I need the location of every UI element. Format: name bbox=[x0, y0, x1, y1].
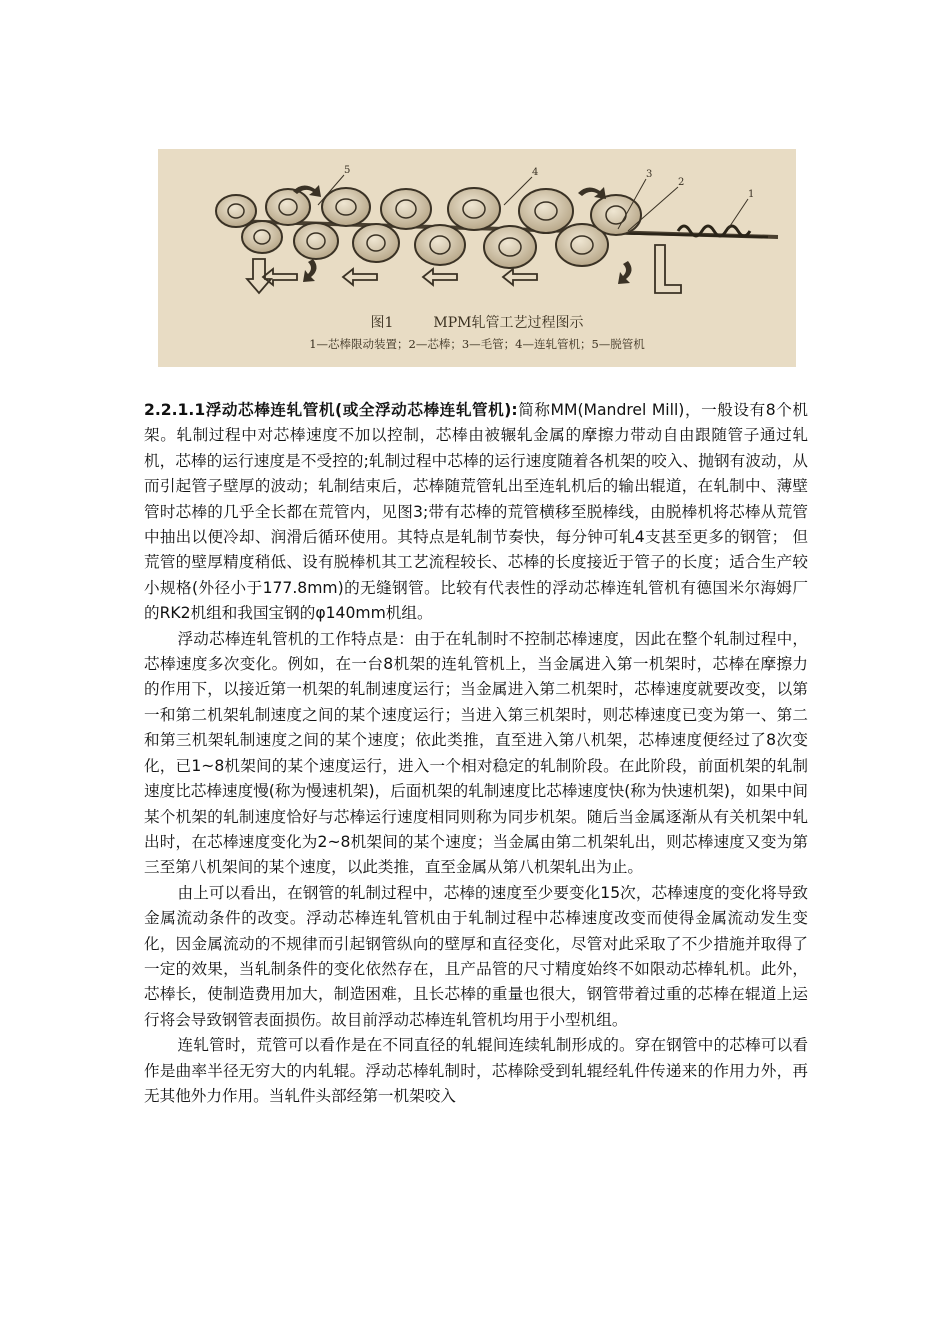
roll bbox=[484, 226, 536, 268]
rotation-arrow bbox=[618, 261, 632, 284]
direction-arrow bbox=[423, 269, 457, 285]
roll bbox=[381, 189, 431, 229]
figure-title-text: MPM轧管工艺过程图示 bbox=[433, 315, 584, 331]
callout-3: 3 bbox=[646, 169, 653, 180]
rolling-mill-illustration bbox=[158, 149, 796, 309]
direction-arrow bbox=[655, 245, 681, 293]
roll bbox=[448, 188, 500, 230]
mpm-process-figure bbox=[158, 149, 796, 367]
paragraph-2: 浮动芯棒连轧管机的工作特点是：由于在轧制时不控制芯棒速度，因此在整个轧制过程中，芯棒速度多次变化。例如，在一台8机架的连轧管机上，当金属进入第一机架时，芯棒在摩擦力的作用下，以接近第一机架的轧制速度运行；当金属进入第二机架时，芯棒速度就要改变，以第一和第二机架轧制速度之间的某个速度运行；当进入第三机架时，则芯棒速度已变为第一、第二和第三机架轧制速度之间的某个速度；依此类推，直至进入第八机架，芯棒速度便经过了8次变化，已1~8机架间的某个速度运行，进入一个相对稳定的轧制阶段。在此阶段，前面机架的轧制速度比芯棒速度慢(称为慢速机架)，后面机架的轧制速度比芯棒速度快(称为快速机架)，如果中间某个机架的轧制速度恰好与芯棒运行速度相同则称为同步机架。随后当金属逐渐从有关机架中轧出时，在芯棒速度变化为2~8机架间的某个速度；当金属由第二机架轧出，则芯棒速度又变为第三至第八机架间的某个速度，以此类推，直至金属从第八机架轧出为止。 bbox=[144, 629, 808, 877]
direction-arrow bbox=[343, 269, 377, 285]
rotation-arrow bbox=[578, 187, 606, 199]
roll bbox=[415, 225, 465, 265]
direction-arrow bbox=[503, 269, 537, 285]
callout-5: 5 bbox=[344, 165, 351, 176]
paragraph-3: 由上可以看出，在钢管的轧制过程中，芯棒的速度至少要变化15次，芯棒速度的变化将导致金属流动条件的改变。浮动芯棒连轧管机由于轧制过程中芯棒速度改变而使得金属流动发生变化，因金属流动的不规律而引起钢管纵向的壁厚和直径变化，尽管对此采取了不少措施并取得了一定的效果，当轧制条件的变化依然存在，且产品管的尺寸精度始终不如限动芯棒轧机。此外，芯棒长，使制造费用加大，制造困难，且长芯棒的重量也很大，钢管带着过重的芯棒在辊道上运行将会导致钢管表面损伤。故目前浮动芯棒连轧管机均用于小型机组。 bbox=[144, 883, 808, 1029]
direction-arrow bbox=[247, 259, 271, 293]
callout-1: 1 bbox=[748, 189, 755, 200]
roll bbox=[216, 195, 256, 227]
roll bbox=[294, 223, 338, 259]
section-heading: 2.2.1.1浮动芯棒连轧管机(或全浮动芯棒连轧管机): bbox=[144, 401, 518, 419]
body-text bbox=[144, 398, 808, 1109]
roll bbox=[353, 224, 399, 262]
paragraph-4: 连轧管时，荒管可以看作是在不同直径的轧辊间连续轧制形成的。穿在钢管中的芯棒可以看作是曲率半径无穷大的内轧辊。浮动芯棒轧制时，芯棒除受到轧辊经轧件传递来的作用力外，再无其他外力作用。当轧件头部经第一机架咬入 bbox=[144, 1036, 808, 1105]
figure-title bbox=[158, 312, 796, 332]
callout-2: 2 bbox=[678, 177, 685, 188]
figure-number: 图1 bbox=[370, 315, 394, 331]
roll bbox=[322, 188, 370, 226]
paragraph-1-body: 简称MM(Mandrel Mill)，一般设有8个机架。轧制过程中对芯棒速度不加以控制，芯棒由被辗轧金属的摩擦力带动自由跟随管子通过轧机，芯棒的运行速度是不受控的;轧制过程中芯棒的运行速度随着各机架的咬入、抛钢有波动，从而引起管子壁厚的波动；轧制结束后，芯棒随荒管轧出至连轧机后的输出辊道，在轧制中、薄壁管时芯棒的几乎全长都在荒管内，见图3;带有芯棒的荒管横移至脱棒线，由脱棒机将芯棒从荒管中抽出以便冷却、润滑后循环使用。其特点是轧制节奏快，每分钟可轧4支甚至更多的钢管； 但荒管的壁厚精度稍低、设有脱棒机其工艺流程较长、芯棒的长度接近于管子的长度；适合生产较小规格(外径小于177.8mm)的无缝钢管。比较有代表性的浮动芯棒连轧管机有德国米尔海姆厂的RK2机组和我国宝钢的φ140mm机组。 bbox=[144, 401, 808, 623]
rotation-arrow bbox=[303, 259, 317, 282]
roll bbox=[266, 189, 310, 225]
figure-caption: 1—芯棒限动装置；2—芯棒；3—毛管；4—连轧管机；5—脱管机 bbox=[309, 337, 645, 351]
roll bbox=[242, 221, 282, 253]
paragraph-1 bbox=[144, 398, 808, 627]
callout-4: 4 bbox=[532, 167, 539, 178]
roll bbox=[519, 189, 573, 233]
